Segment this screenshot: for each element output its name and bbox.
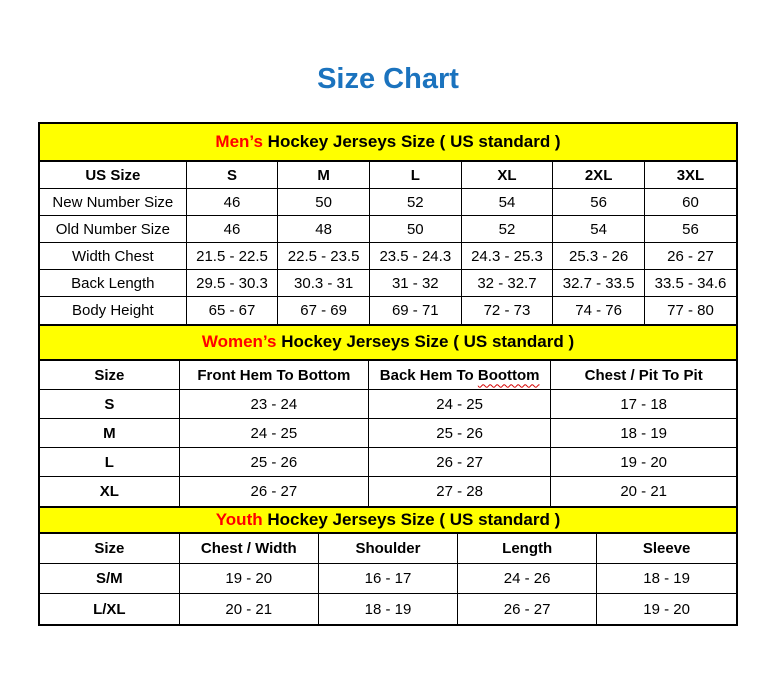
value-cell: 24 - 25 [368, 390, 550, 419]
header-cell: Length [458, 534, 597, 564]
value-cell: 21.5 - 22.5 [186, 243, 278, 270]
value-cell: 69 - 71 [369, 297, 461, 324]
header-cell: XL [461, 162, 553, 189]
value-cell: 26 - 27 [644, 243, 736, 270]
value-cell: 52 [461, 216, 553, 243]
row-label: L [40, 448, 179, 477]
value-cell: 29.5 - 30.3 [186, 270, 278, 297]
section-mens [40, 124, 736, 324]
value-cell: 18 - 19 [551, 419, 736, 448]
table-row [40, 189, 736, 216]
value-cell: 16 - 17 [318, 564, 457, 594]
row-label: S/M [40, 564, 179, 594]
value-cell: 27 - 28 [368, 477, 550, 506]
value-cell: 23 - 24 [179, 390, 368, 419]
value-cell: 19 - 20 [551, 448, 736, 477]
header-cell: Back Hem To Boottom [368, 361, 550, 390]
value-cell: 20 - 21 [551, 477, 736, 506]
value-cell: 60 [644, 189, 736, 216]
band-rest-label: Hockey Jerseys Size ( US standard ) [262, 509, 561, 529]
table-row [40, 270, 736, 297]
value-cell: 25 - 26 [368, 419, 550, 448]
band-accent-label: Women’s [201, 332, 277, 352]
row-label: L/XL [40, 594, 179, 624]
header-cell: M [278, 162, 370, 189]
value-cell: 50 [278, 189, 370, 216]
table-row [40, 216, 736, 243]
value-cell: 56 [553, 189, 645, 216]
table-row [40, 477, 736, 506]
section-youth [40, 506, 736, 624]
value-cell: 24.3 - 25.3 [461, 243, 553, 270]
page-title: Size Chart [317, 63, 459, 95]
header-row [40, 361, 736, 390]
band-accent-label: Men’s [215, 131, 263, 151]
value-cell: 50 [369, 216, 461, 243]
row-label: Old Number Size [40, 216, 186, 243]
row-label: S [40, 390, 179, 419]
value-cell: 52 [369, 189, 461, 216]
row-label: Width Chest [40, 243, 186, 270]
value-cell: 24 - 26 [458, 564, 597, 594]
value-cell: 19 - 20 [597, 594, 736, 624]
value-cell: 32 - 32.7 [461, 270, 553, 297]
header-cell: 2XL [553, 162, 645, 189]
value-cell: 26 - 27 [458, 594, 597, 624]
value-cell: 30.3 - 31 [278, 270, 370, 297]
mens-size-table [40, 162, 736, 324]
youth-band-title [40, 506, 736, 534]
value-cell: 25 - 26 [179, 448, 368, 477]
value-cell: 77 - 80 [644, 297, 736, 324]
header-cell: Front Hem To Bottom [179, 361, 368, 390]
row-label: Back Length [40, 270, 186, 297]
header-row [40, 162, 736, 189]
table-row [40, 297, 736, 324]
header-cell: Sleeve [597, 534, 736, 564]
row-label: New Number Size [40, 189, 186, 216]
row-label: XL [40, 477, 179, 506]
table-row [40, 594, 736, 624]
section-womens [40, 324, 736, 506]
table-row [40, 390, 736, 419]
header-cell: Size [40, 361, 179, 390]
value-cell: 46 [186, 216, 278, 243]
womens-size-table [40, 361, 736, 506]
header-cell: Shoulder [318, 534, 457, 564]
band-rest-label: Hockey Jerseys Size ( US standard ) [262, 131, 561, 151]
table-row [40, 448, 736, 477]
value-cell: 56 [644, 216, 736, 243]
value-cell: 74 - 76 [553, 297, 645, 324]
table-row [40, 419, 736, 448]
value-cell: 22.5 - 23.5 [278, 243, 370, 270]
row-label: Body Height [40, 297, 186, 324]
header-cell: Size [40, 534, 179, 564]
value-cell: 18 - 19 [318, 594, 457, 624]
value-cell: 19 - 20 [179, 564, 318, 594]
value-cell: 32.7 - 33.5 [553, 270, 645, 297]
youth-size-table [40, 534, 736, 624]
value-cell: 31 - 32 [369, 270, 461, 297]
value-cell: 17 - 18 [551, 390, 736, 419]
value-cell: 65 - 67 [186, 297, 278, 324]
value-cell: 33.5 - 34.6 [644, 270, 736, 297]
header-cell: Chest / Width [179, 534, 318, 564]
header-cell: L [369, 162, 461, 189]
header-cell: S [186, 162, 278, 189]
value-cell: 72 - 73 [461, 297, 553, 324]
value-cell: 67 - 69 [278, 297, 370, 324]
value-cell: 24 - 25 [179, 419, 368, 448]
header-cell: Chest / Pit To Pit [551, 361, 736, 390]
value-cell: 25.3 - 26 [553, 243, 645, 270]
value-cell: 26 - 27 [179, 477, 368, 506]
band-accent-label: Youth [215, 509, 263, 529]
value-cell: 46 [186, 189, 278, 216]
band-rest-label: Hockey Jerseys Size ( US standard ) [276, 332, 575, 352]
size-chart-container [38, 122, 738, 626]
mens-band-title [40, 124, 736, 162]
header-cell: 3XL [644, 162, 736, 189]
value-cell: 48 [278, 216, 370, 243]
value-cell: 54 [553, 216, 645, 243]
table-row [40, 564, 736, 594]
value-cell: 26 - 27 [368, 448, 550, 477]
header-cell: US Size [40, 162, 186, 189]
value-cell: 18 - 19 [597, 564, 736, 594]
header-row [40, 534, 736, 564]
womens-band-title [40, 324, 736, 361]
row-label: M [40, 419, 179, 448]
table-row [40, 243, 736, 270]
value-cell: 20 - 21 [179, 594, 318, 624]
value-cell: 23.5 - 24.3 [369, 243, 461, 270]
value-cell: 54 [461, 189, 553, 216]
misspelled-word: Boottom [477, 366, 540, 384]
